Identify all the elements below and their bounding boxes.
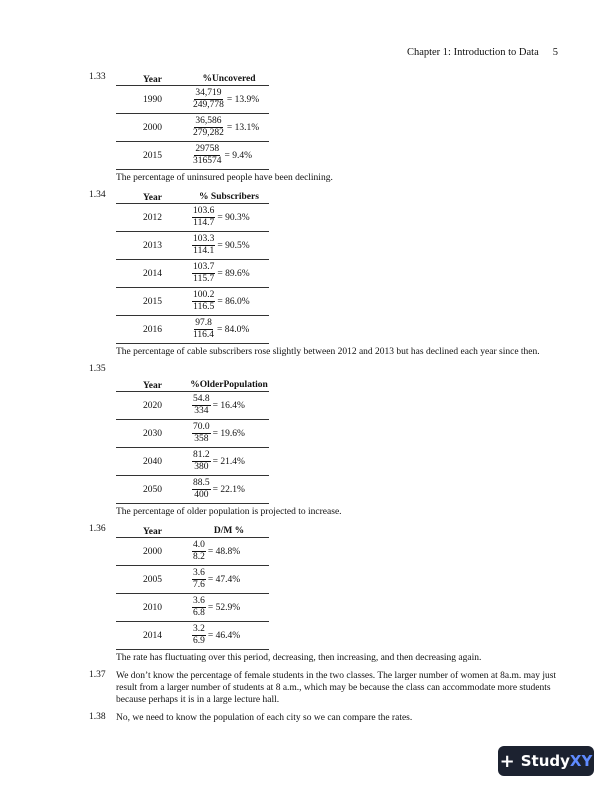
ratio-table — [116, 72, 269, 170]
row-ratio — [189, 116, 269, 139]
col-header-year: Year — [143, 75, 162, 85]
denominator: 114.7 — [193, 218, 215, 228]
col-header-line: %Uncovered — [202, 74, 256, 84]
fraction — [192, 206, 215, 229]
table-row — [116, 142, 269, 170]
brand-accent: XY — [569, 752, 593, 770]
table-row — [116, 86, 269, 114]
denominator: 249,778 — [193, 100, 224, 110]
col-header-line: D/M % — [213, 526, 245, 536]
col-header-line: % Subscribers — [199, 192, 259, 202]
chapter-title: Chapter 1: Introduction to Data — [406, 47, 539, 58]
row-year: 2040 — [143, 456, 162, 467]
numerator: 29758 — [195, 144, 220, 154]
table-row — [116, 538, 269, 566]
problem-1-38 — [89, 712, 569, 724]
table-row — [116, 420, 269, 448]
denominator: 279,282 — [193, 128, 224, 138]
fraction — [192, 262, 215, 285]
row-ratio — [189, 540, 269, 563]
denominator: 116.4 — [193, 330, 215, 340]
row-year: 2010 — [143, 602, 162, 613]
result: = 90.3% — [217, 212, 250, 223]
problem-note: The percentage of uninsured people have been declining. — [116, 173, 333, 183]
problem-answer: We don’t know the percentage of female students in the two classes. The larger number of women at 8a.m. may just result from a larger number of students at 8 a.m., which may be because the class can accommodate more students because perhaps it is in a large lecture hall. — [116, 671, 557, 705]
row-ratio — [189, 568, 269, 591]
row-ratio — [189, 422, 269, 445]
spacer — [89, 724, 569, 730]
numerator: 70.0 — [193, 422, 210, 432]
denominator: 6.9 — [193, 636, 205, 646]
table-row — [116, 288, 269, 316]
fraction — [192, 596, 206, 619]
page-header — [407, 47, 558, 58]
row-year: 2000 — [143, 122, 162, 133]
problem-note: The percentage of cable subscribers rose slightly between 2012 and 2013 but has declined each year since then. — [116, 347, 540, 357]
denominator: 334 — [194, 406, 209, 416]
problem-1-35 — [89, 364, 569, 518]
fraction — [192, 422, 211, 445]
result: = 13.1% — [226, 122, 260, 133]
problem-note: The percentage of older population is projected to increase. — [116, 507, 342, 517]
col-header-line: Population — [223, 380, 268, 390]
result: = 84.0% — [217, 324, 250, 335]
result: = 9.4% — [224, 150, 253, 161]
col-header-value — [189, 192, 269, 203]
problem-1-33 — [89, 72, 569, 184]
result: = 47.4% — [207, 574, 241, 585]
fraction — [192, 144, 223, 167]
fraction — [192, 568, 206, 591]
page-number: 5 — [552, 47, 558, 58]
denominator: 115.7 — [193, 274, 215, 284]
row-ratio — [189, 144, 269, 167]
ratio-table — [116, 524, 269, 650]
denominator: 116.5 — [193, 302, 215, 312]
table-row — [116, 622, 269, 650]
fraction — [192, 394, 211, 417]
table-header — [116, 364, 269, 392]
col-header-year: Year — [143, 193, 162, 203]
result: = 89.6% — [217, 268, 250, 279]
row-year: 2000 — [143, 546, 162, 557]
fraction — [192, 234, 215, 257]
row-year: 2005 — [143, 574, 162, 585]
fraction — [192, 290, 215, 313]
row-year: 2020 — [143, 400, 162, 411]
col-header-year: Year — [143, 527, 162, 537]
fraction — [192, 478, 211, 501]
numerator: 34,719 — [195, 88, 222, 98]
table-header — [116, 190, 269, 204]
fraction — [192, 624, 206, 647]
numerator: 3.2 — [193, 624, 205, 634]
brand-name: Study — [520, 752, 570, 770]
table-header — [116, 72, 269, 86]
result: = 46.4% — [207, 630, 241, 641]
row-ratio — [189, 394, 269, 417]
numerator: 97.8 — [195, 318, 212, 328]
row-year: 1990 — [143, 94, 162, 105]
fraction — [192, 540, 206, 563]
solutions-content — [89, 72, 569, 730]
col-header-value — [189, 526, 269, 537]
problem-answer: No, we need to know the population of each city so we can compare the rates. — [116, 713, 413, 723]
fraction — [192, 116, 225, 139]
row-ratio — [189, 206, 269, 229]
denominator: 380 — [194, 462, 209, 472]
numerator: 103.7 — [193, 262, 215, 272]
row-ratio — [189, 318, 269, 341]
table-row — [116, 566, 269, 594]
row-year: 2015 — [143, 296, 162, 307]
fraction — [192, 450, 211, 473]
numerator: 100.2 — [193, 290, 215, 300]
numerator: 103.3 — [193, 234, 215, 244]
table-row — [116, 204, 269, 232]
row-year: 2016 — [143, 324, 162, 335]
numerator: 88.5 — [193, 478, 210, 488]
numerator: 4.0 — [193, 540, 205, 550]
problem-number: 1.34 — [89, 190, 106, 200]
denominator: 316574 — [193, 156, 222, 166]
table-row — [116, 316, 269, 344]
numerator: 81.2 — [193, 450, 210, 460]
table-row — [116, 114, 269, 142]
row-year: 2013 — [143, 240, 162, 251]
table-row — [116, 448, 269, 476]
table-row — [116, 260, 269, 288]
fraction — [192, 88, 225, 111]
studyxy-badge[interactable] — [498, 746, 594, 776]
denominator: 8.2 — [193, 552, 205, 562]
row-year: 2050 — [143, 484, 162, 495]
ratio-table — [116, 190, 269, 344]
ratio-table — [116, 364, 269, 504]
denominator: 358 — [194, 434, 209, 444]
result: = 52.9% — [207, 602, 241, 613]
row-ratio — [189, 262, 269, 285]
col-header-line: %Older — [190, 380, 224, 390]
result: = 16.4% — [212, 400, 245, 411]
row-ratio — [189, 234, 269, 257]
col-header-value — [189, 74, 269, 85]
problem-number: 1.37 — [89, 670, 106, 680]
problem-1-37 — [89, 670, 569, 706]
denominator: 114.1 — [193, 246, 215, 256]
numerator: 103.6 — [193, 206, 215, 216]
row-ratio — [189, 88, 269, 111]
table-row — [116, 594, 269, 622]
row-ratio — [189, 624, 269, 647]
problem-number: 1.33 — [89, 72, 106, 82]
problem-note: The rate has fluctuating over this period, decreasing, then increasing, and then decreasing again. — [116, 653, 482, 663]
row-year: 2030 — [143, 428, 162, 439]
result: = 21.4% — [212, 456, 245, 467]
denominator: 6.8 — [193, 608, 205, 618]
col-header-year: Year — [143, 381, 162, 391]
plus-icon: + — [499, 750, 515, 772]
table-row — [116, 392, 269, 420]
result: = 13.9% — [226, 94, 260, 105]
result: = 86.0% — [217, 296, 250, 307]
row-ratio — [189, 290, 269, 313]
numerator: 3.6 — [193, 596, 205, 606]
numerator: 54.8 — [193, 394, 210, 404]
row-year: 2014 — [143, 268, 162, 279]
numerator: 3.6 — [193, 568, 205, 578]
result: = 19.6% — [212, 428, 245, 439]
denominator: 400 — [194, 490, 209, 500]
table-row — [116, 232, 269, 260]
problem-1-36 — [89, 524, 569, 664]
col-header-value — [189, 380, 269, 391]
row-ratio — [189, 478, 269, 501]
row-year: 2015 — [143, 150, 162, 161]
result: = 48.8% — [207, 546, 241, 557]
row-year: 2012 — [143, 212, 162, 223]
problem-number: 1.35 — [89, 364, 106, 374]
problem-number: 1.38 — [89, 712, 106, 722]
row-year: 2014 — [143, 630, 162, 641]
table-header — [116, 524, 269, 538]
denominator: 7.6 — [193, 580, 205, 590]
row-ratio — [189, 450, 269, 473]
table-row — [116, 476, 269, 504]
row-ratio — [189, 596, 269, 619]
problem-number: 1.36 — [89, 524, 106, 534]
result: = 90.5% — [217, 240, 250, 251]
numerator: 36,586 — [195, 116, 222, 126]
problem-1-34 — [89, 190, 569, 358]
result: = 22.1% — [212, 484, 245, 495]
fraction — [192, 318, 215, 341]
